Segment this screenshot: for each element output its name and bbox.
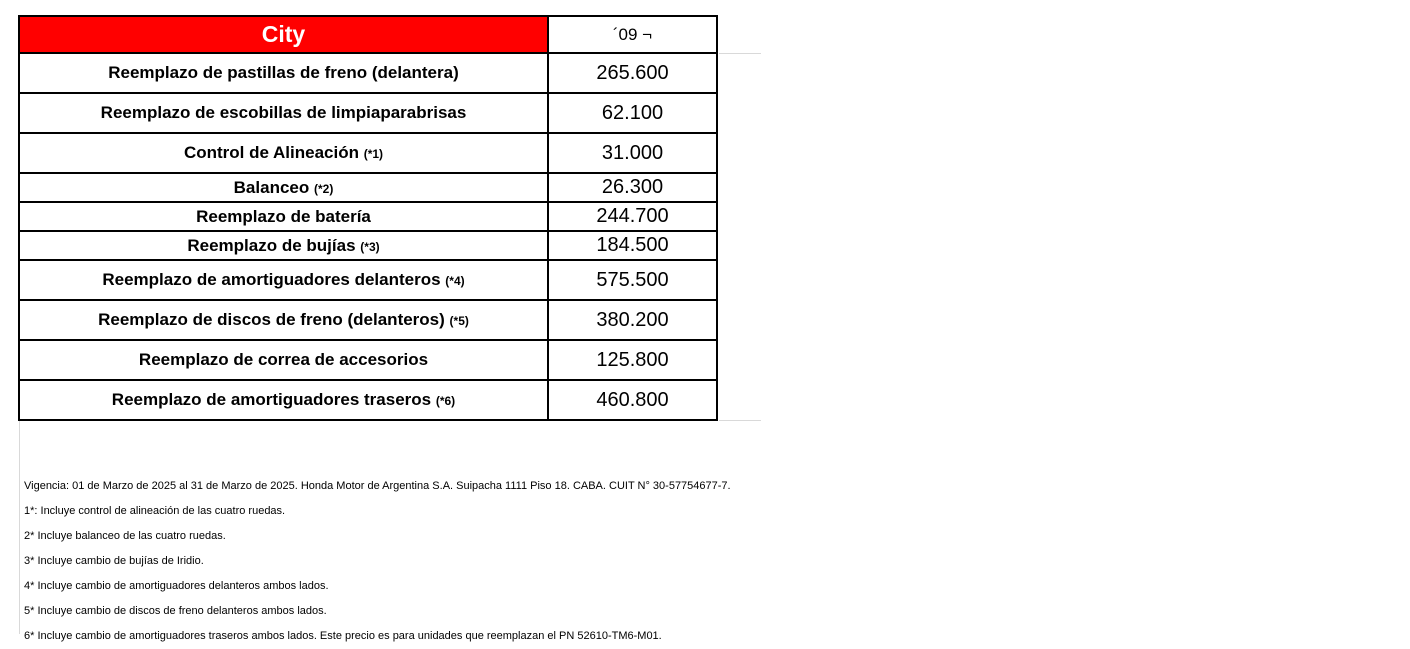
table-header-row xyxy=(19,16,717,53)
service-cell xyxy=(19,300,548,340)
footnote-ref: (*6) xyxy=(435,394,456,408)
footnote-ref: (*5) xyxy=(449,314,469,328)
service-cell xyxy=(19,380,548,420)
table-row xyxy=(19,133,717,173)
price-cell: 62.100 xyxy=(548,93,717,133)
price-cell: 380.200 xyxy=(548,300,717,340)
service-cell xyxy=(19,202,548,231)
footnote-6: 6* Incluye cambio de amortiguadores traseros ambos lados. Este precio es para unidades que reemplazan el PN 52610-TM6-M01. xyxy=(24,630,662,642)
price-cell: 31.000 xyxy=(548,133,717,173)
footnote-1: 1*: Incluye control de alineación de las cuatro ruedas. xyxy=(24,505,286,517)
table-row xyxy=(19,93,717,133)
service-label: Reemplazo de correa de accesorios xyxy=(138,350,429,369)
price-cell: 575.500 xyxy=(548,260,717,300)
service-cell xyxy=(19,173,548,202)
service-label: Reemplazo de escobillas de limpiaparabrisas xyxy=(100,103,467,122)
validity-note: Vigencia: 01 de Marzo de 2025 al 31 de Marzo de 2025. Honda Motor de Argentina S.A. Suipacha 1111 Piso 18. CABA. CUIT N° 30-57754677-7. xyxy=(24,480,731,492)
table-row xyxy=(19,173,717,202)
table-row xyxy=(19,380,717,420)
footnotes xyxy=(24,474,731,649)
model-title-cell: City xyxy=(19,16,548,53)
table-row xyxy=(19,53,717,93)
footnote-ref: (*2) xyxy=(313,181,334,196)
footnote-ref: (*1) xyxy=(363,147,384,161)
gridline xyxy=(719,420,761,421)
service-label: Control de Alineación xyxy=(183,143,359,162)
table-row xyxy=(19,260,717,300)
service-cell xyxy=(19,231,548,260)
table-row xyxy=(19,340,717,380)
price-cell: 184.500 xyxy=(548,231,717,260)
table-row xyxy=(19,300,717,340)
price-table xyxy=(18,15,718,421)
table-row xyxy=(19,202,717,231)
table-row xyxy=(19,231,717,260)
gridline xyxy=(719,53,761,54)
footnote-ref: (*4) xyxy=(445,274,465,288)
footnote-ref: (*3) xyxy=(360,239,380,254)
gridline xyxy=(19,420,20,634)
service-label: Reemplazo de batería xyxy=(196,206,371,226)
price-cell: 125.800 xyxy=(548,340,717,380)
service-label: Reemplazo de pastillas de freno (delantera) xyxy=(108,63,459,82)
year-cell: ´09 ¬ xyxy=(548,16,717,53)
service-cell xyxy=(19,133,548,173)
service-cell xyxy=(19,93,548,133)
service-label: Reemplazo de amortiguadores traseros xyxy=(111,390,436,409)
service-cell xyxy=(19,260,548,300)
price-cell: 460.800 xyxy=(548,380,717,420)
service-label: Reemplazo de amortiguadores delanteros xyxy=(102,270,441,289)
price-cell: 265.600 xyxy=(548,53,717,93)
service-label: Balanceo xyxy=(233,177,310,197)
service-cell xyxy=(19,340,548,380)
service-cell xyxy=(19,53,548,93)
footnote-5: 5* Incluye cambio de discos de freno delanteros ambos lados. xyxy=(24,605,327,617)
footnote-4: 4* Incluye cambio de amortiguadores delanteros ambos lados. xyxy=(24,580,329,592)
footnote-3: 3* Incluye cambio de bujías de Iridio. xyxy=(24,555,204,567)
price-cell: 26.300 xyxy=(548,173,717,202)
service-label: Reemplazo de discos de freno (delanteros) xyxy=(98,310,445,329)
service-label: Reemplazo de bujías xyxy=(187,235,356,255)
footnote-2: 2* Incluye balanceo de las cuatro ruedas. xyxy=(24,530,226,542)
price-cell: 244.700 xyxy=(548,202,717,231)
